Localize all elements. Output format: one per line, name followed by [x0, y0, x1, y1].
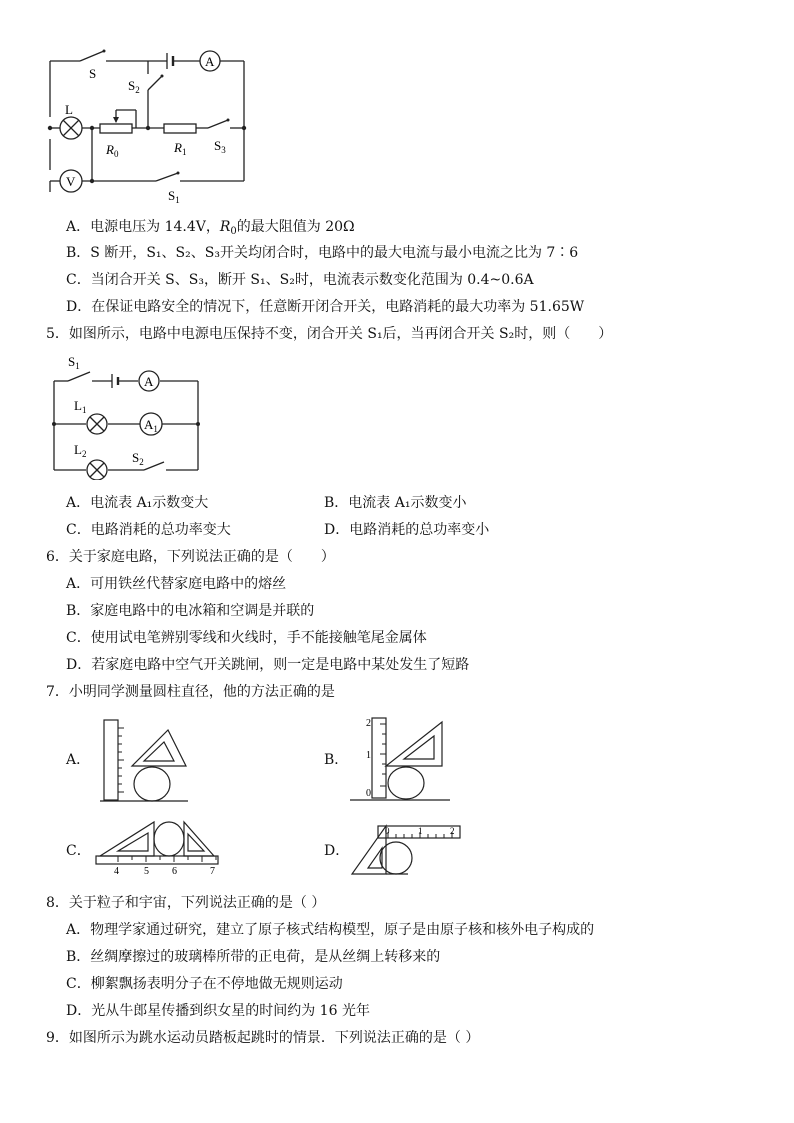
- q8-option-a[interactable]: A．物理学家通过研究，建立了原子核式结构模型，原子是由原子核和核外电子构成的: [66, 922, 595, 938]
- q4-label-s1: $S_1$: [168, 188, 180, 205]
- q8-option-c[interactable]: C．柳絮飘扬表明分子在不停地做无规则运动: [66, 976, 343, 992]
- q5-label-l1: $L_1$: [74, 398, 87, 415]
- q4-label-v: V: [66, 174, 76, 189]
- q5-label-a: A: [144, 374, 154, 389]
- q4-label-s2: $S_2$: [128, 78, 140, 95]
- q8-option-d[interactable]: D．光从牛郎星传播到织女星的时间约为 16 光年: [66, 1003, 370, 1019]
- q8-stem: 8．关于粒子和宇宙，下列说法正确的是（ ）: [46, 895, 326, 911]
- q7-d-tick-2: 2: [450, 826, 455, 836]
- q6-stem: 6．关于家庭电路，下列说法正确的是（ ）: [46, 549, 335, 565]
- q7-c-tick-4: 4: [114, 866, 119, 877]
- q7-d-tick-0: 0: [385, 826, 390, 836]
- q4-label-s3: $S_3$: [214, 138, 226, 155]
- q4-option-a[interactable]: A．电源电压为 14.4V，$R_0$的最大阻值为 20Ω: [66, 219, 355, 237]
- q7-option-c-label[interactable]: C．: [66, 843, 91, 859]
- q7-option-d-label[interactable]: D．: [324, 843, 350, 859]
- q4-label-l: L: [65, 102, 73, 117]
- q7-c-tick-6: 6: [172, 866, 177, 877]
- q5-label-l2: $L_2$: [74, 442, 87, 459]
- q5-stem: 5．如图所示，电路中电源电压保持不变，闭合开关 S₁后，当再闭合开关 S₂时，则（ ）: [46, 326, 613, 342]
- q7-b-tick-1: 1: [366, 750, 371, 761]
- q8-option-b[interactable]: B．丝绸摩擦过的玻璃棒所带的正电荷，是从丝绸上转移来的: [66, 949, 441, 965]
- q7-b-tick-0: 0: [366, 788, 371, 799]
- q6-option-b[interactable]: B．家庭电路中的电冰箱和空调是并联的: [66, 603, 315, 619]
- q9-stem: 9．如图所示为跳水运动员踏板起跳时的情景．下列说法正确的是（ ）: [46, 1030, 480, 1046]
- q5-label-a1: $A_1$: [144, 417, 158, 434]
- q7-figure-c[interactable]: [92, 818, 222, 878]
- q4-label-a: A: [205, 54, 215, 69]
- q4-option-c[interactable]: C．当闭合开关 S、S₃，断开 S₁、S₂时，电流表示数变化范围为 0.4~0.6A: [66, 272, 534, 288]
- q5-label-s1: $S_1$: [68, 354, 80, 371]
- q7-figure-d[interactable]: [348, 818, 466, 880]
- q6-option-d[interactable]: D．若家庭电路中空气开关跳闸，则一定是电路中某处发生了短路: [66, 657, 470, 673]
- q7-figure-b[interactable]: [346, 714, 456, 806]
- q4-circuit-diagram: [40, 40, 260, 210]
- q7-d-tick-1: 1: [418, 826, 423, 836]
- q5-option-b[interactable]: B．电流表 A₁示数变小: [324, 495, 467, 511]
- q5-label-s2: $S_2$: [132, 450, 144, 467]
- q6-option-a[interactable]: A．可用铁丝代替家庭电路中的熔丝: [66, 576, 287, 592]
- q7-option-a-label[interactable]: A．: [66, 752, 91, 768]
- q7-figure-a[interactable]: [96, 716, 196, 806]
- q4-option-d[interactable]: D．在保证电路安全的情况下，任意断开闭合开关，电路消耗的最大功率为 51.65W: [66, 299, 585, 315]
- q6-option-c[interactable]: C．使用试电笔辨别零线和火线时，手不能接触笔尾金属体: [66, 630, 427, 646]
- q5-option-d[interactable]: D．电路消耗的总功率变小: [324, 522, 490, 538]
- q7-c-tick-5: 5: [144, 866, 149, 877]
- q5-option-c[interactable]: C．电路消耗的总功率变大: [66, 522, 231, 538]
- q4-label-r0: $R_0$: [106, 142, 119, 159]
- q5-circuit-diagram: [40, 350, 210, 480]
- q4-option-b[interactable]: B．S 断开，S₁、S₂、S₃开关均闭合时，电路中的最大电流与最小电流之比为 7∶6: [66, 245, 579, 261]
- q7-b-tick-2: 2: [366, 718, 371, 729]
- q7-c-tick-7: 7: [210, 866, 215, 877]
- q5-option-a[interactable]: A．电流表 A₁示数变大: [66, 495, 209, 511]
- q4-label-s: S: [89, 66, 97, 81]
- q4-label-r1: $R_1$: [174, 140, 187, 157]
- q7-option-b-label[interactable]: B．: [324, 752, 349, 768]
- q7-stem: 7．小明同学测量圆柱直径，他的方法正确的是: [46, 684, 335, 700]
